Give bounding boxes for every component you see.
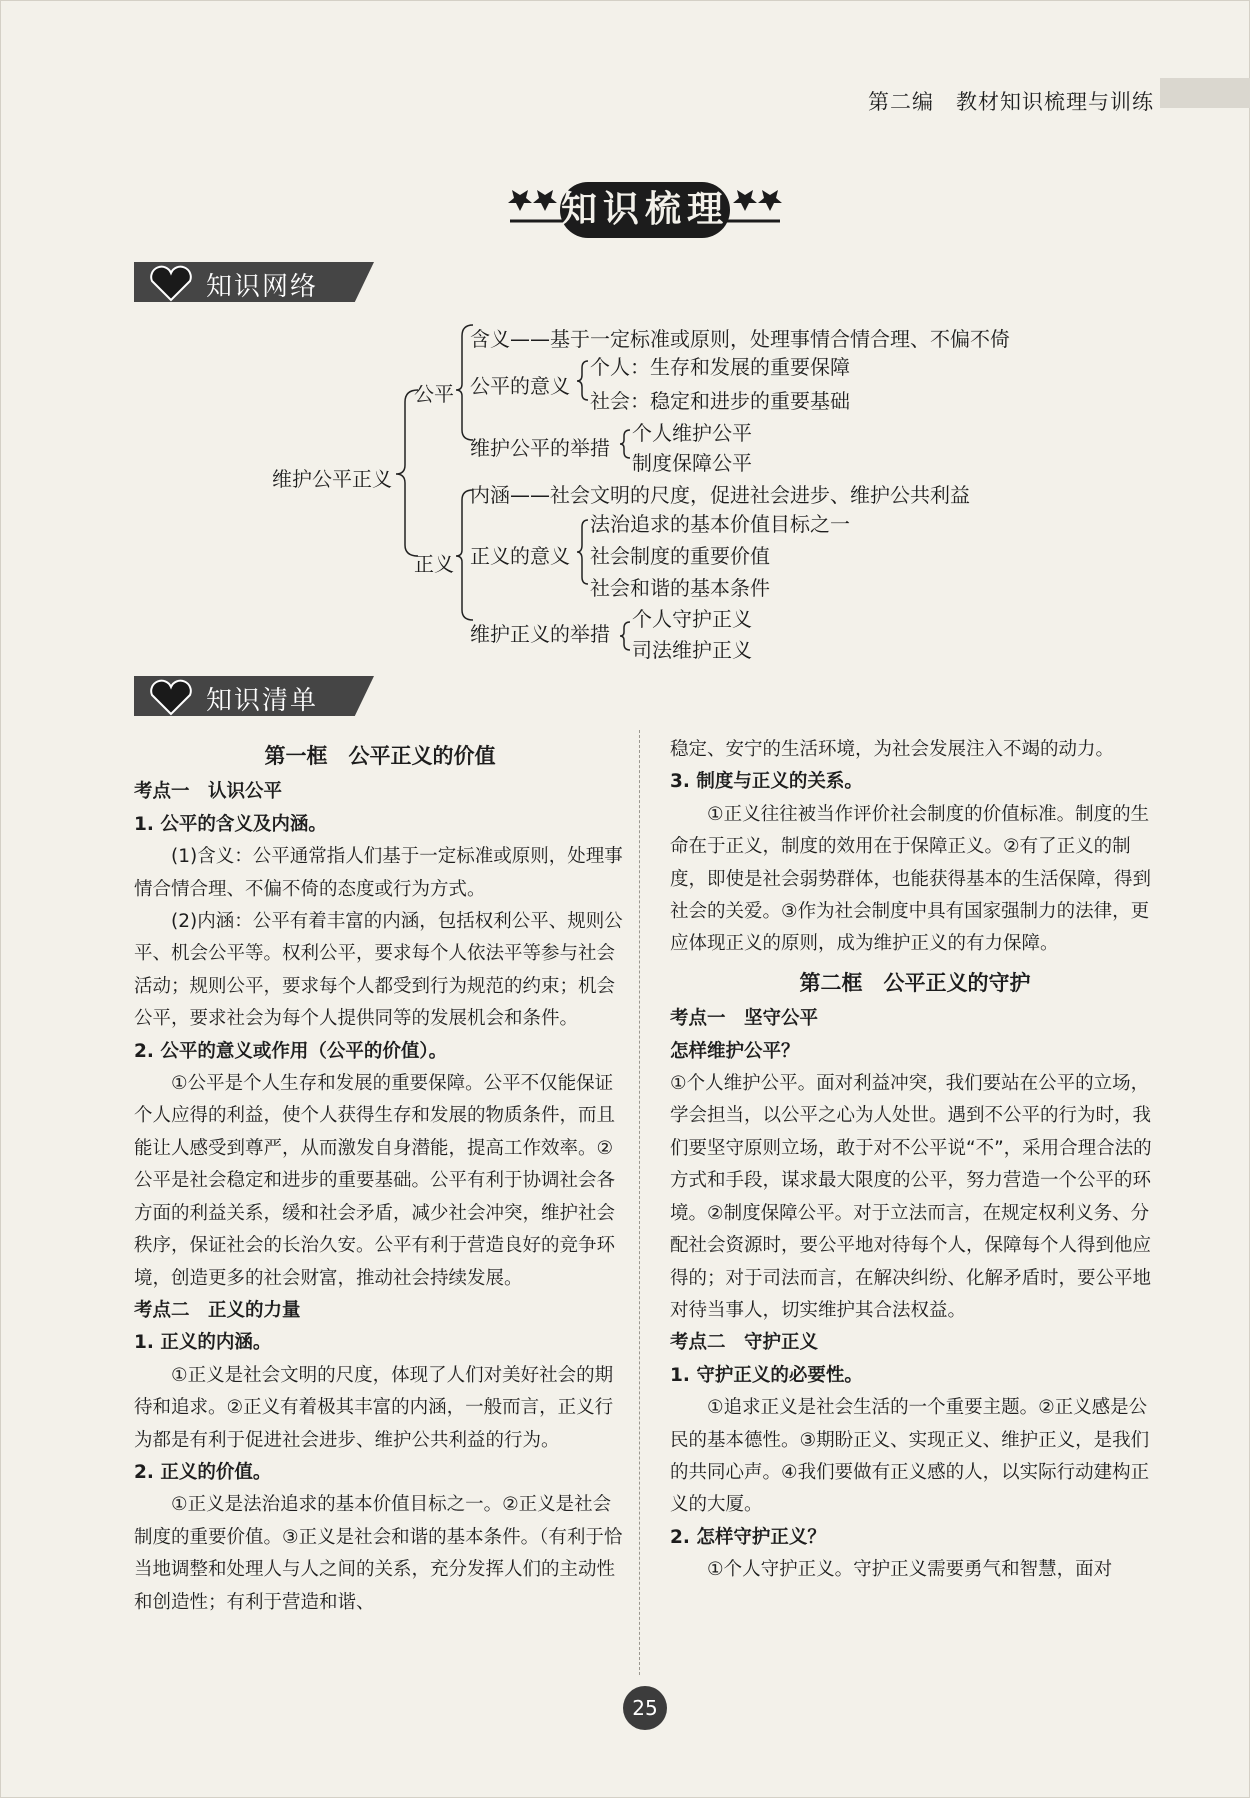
tree-node-fair-measures: 维护公平的举措 (470, 436, 610, 460)
kaodian-title: 考点二 正义的力量 (134, 1299, 301, 1321)
tree-leaf: 社会和谐的基本条件 (590, 576, 770, 600)
kaodian-title: 考点一 坚守公平 (670, 1008, 819, 1030)
section-title: 知识网络 (206, 272, 319, 302)
page-number: 25 (623, 1686, 667, 1730)
tree-leaf: 个人维护公平 (632, 421, 752, 445)
question-heading: 1. 正义的内涵。 (134, 1332, 272, 1354)
tree-leaf: 社会制度的重要价值 (590, 544, 770, 568)
chapter-title: 第一框 公平正义的价值 (264, 744, 496, 768)
column-divider (639, 730, 640, 1675)
paragraph: (2)内涵：公平有着丰富的内涵，包括权利公平、规则公平、机会公平等。权利公平，要求每个人依法平等参与社会活动；规则公平，要求每个人都受到行为规范的约束；机会公平，要求社会为每个人提供同等的发展机会和条件。 (134, 911, 623, 1030)
tree-leaf: 制度保障公平 (632, 451, 752, 475)
paragraph: ①正义是法治追求的基本价值目标之一。②正义是社会制度的重要价值。③正义是社会和谐的基本条件。（有利于恰当地调整和处理人与人之间的关系，充分发挥人们的主动性和创造性；有利于营造和谐、 (134, 1494, 623, 1613)
tree-leaf: 个人：生存和发展的重要保障 (590, 355, 850, 379)
paragraph: (1)含义：公平通常指人们基于一定标准或原则，处理事情合情合理、不偏不倚的态度或行为方式。 (134, 846, 623, 900)
chapter-title: 第二框 公平正义的守护 (799, 970, 1031, 995)
tree-node-justice: 正义 (414, 552, 454, 576)
paragraph: ①个人维护公平。面对利益冲突，我们要站在公平的立场，学会担当，以公平之心为人处世。遇到不公平的行为时，我们要坚守原则立场，敢于对不公平说“不”，采用合理合法的方式和手段，谋求最大限度的公平，努力营造一个公平的环境。②制度保障公平。对于立法而言，在规定权利义务、分配社会资源时，要公平地对待每个人，保障每个人得到他应得的；对于司法而言，在解决纠纷、化解矛盾时，要公平地对待当事人，切实维护其合法权益。 (670, 1073, 1152, 1321)
section-header-network (134, 262, 374, 302)
title-banner (500, 176, 790, 246)
paragraph: ①正义是社会文明的尺度，体现了人们对美好社会的期待和追求。②正义有着极其丰富的内涵，一般而言，正义行为都是有利于促进社会进步、维护公共利益的行为。 (134, 1364, 614, 1451)
paragraph: ①正义往往被当作评价社会制度的价值标准。制度的生命在于正义，制度的效用在于保障正义。②有了正义的制度，即使是社会弱势群体，也能获得基本的生活保障，得到社会的关爱。③作为社会制度中具有国家强制力的法律，更应体现正义的原则，成为维护正义的有力保障。 (670, 803, 1152, 955)
header-decoration (1160, 78, 1250, 108)
question-heading: 1. 守护正义的必要性。 (670, 1364, 863, 1386)
tree-node-justice-measures: 维护正义的举措 (470, 622, 610, 646)
kaodian-title: 考点一 认识公平 (134, 781, 283, 803)
tree-node-fair-significance: 公平的意义 (470, 374, 570, 398)
paragraph: ①个人守护正义。守护正义需要勇气和智慧，面对 (707, 1559, 1113, 1581)
tree-node-fair: 公平 (414, 382, 454, 406)
paragraph: ①追求正义是社会生活的一个重要主题。②正义感是公民的基本德性。③期盼正义、实现正义、维护正义，是我们的共同心声。④我们要做有正义感的人，以实际行动建构正义的大厦。 (670, 1397, 1150, 1516)
question-heading: 3. 制度与正义的关系。 (670, 771, 863, 793)
section-header-list (134, 676, 374, 716)
banner-title: 知识梳理 (560, 182, 730, 238)
left-column (134, 734, 626, 1619)
tree-leaf: 社会：稳定和进步的重要基础 (590, 389, 850, 413)
heart-icon (146, 678, 196, 718)
paragraph: ①公平是个人生存和发展的重要保障。公平不仅能保证个人应得的利益，使个人获得生存和发展的物质条件，而且能让人感受到尊严，从而激发自身潜能，提高工作效率。②公平是社会稳定和进步的重要基础。公平有利于协调社会各方面的利益关系，缓和社会矛盾，减少社会冲突，维护社会秩序，保证社会的长治久安。公平有利于营造良好的竞争环境，创造更多的社会财富，推动社会持续发展。 (134, 1073, 616, 1289)
question-heading: 2. 正义的价值。 (134, 1461, 272, 1483)
tree-leaf: 司法维护正义 (632, 638, 752, 662)
section-title: 知识清单 (206, 686, 319, 716)
tree-leaf: 法治追求的基本价值目标之一 (590, 512, 850, 536)
question-heading: 2. 公平的意义或作用（公平的价值）。 (134, 1040, 448, 1062)
question-heading: 怎样维护公平？ (670, 1040, 800, 1062)
question-heading: 1. 公平的含义及内涵。 (134, 813, 327, 835)
running-header: 第二编 教材知识梳理与训练 (868, 90, 1154, 114)
tree-node-fair-meaning: 含义——基于一定标准或原则，处理事情合情合理、不偏不倚 (470, 327, 1010, 351)
tree-node-justice-significance: 正义的意义 (470, 544, 570, 568)
tree-leaf: 个人守护正义 (632, 607, 752, 631)
kaodian-title: 考点二 守护正义 (670, 1332, 819, 1354)
tree-node-justice-connotation: 内涵——社会文明的尺度，促进社会进步、维护公共利益 (470, 483, 970, 507)
paragraph: 稳定、安宁的生活环境，为社会发展注入不竭的动力。 (670, 739, 1115, 760)
question-heading: 2. 怎样守护正义？ (670, 1526, 826, 1548)
heart-icon (146, 264, 196, 304)
right-column (670, 734, 1160, 1587)
tree-root: 维护公平正义 (272, 467, 392, 491)
